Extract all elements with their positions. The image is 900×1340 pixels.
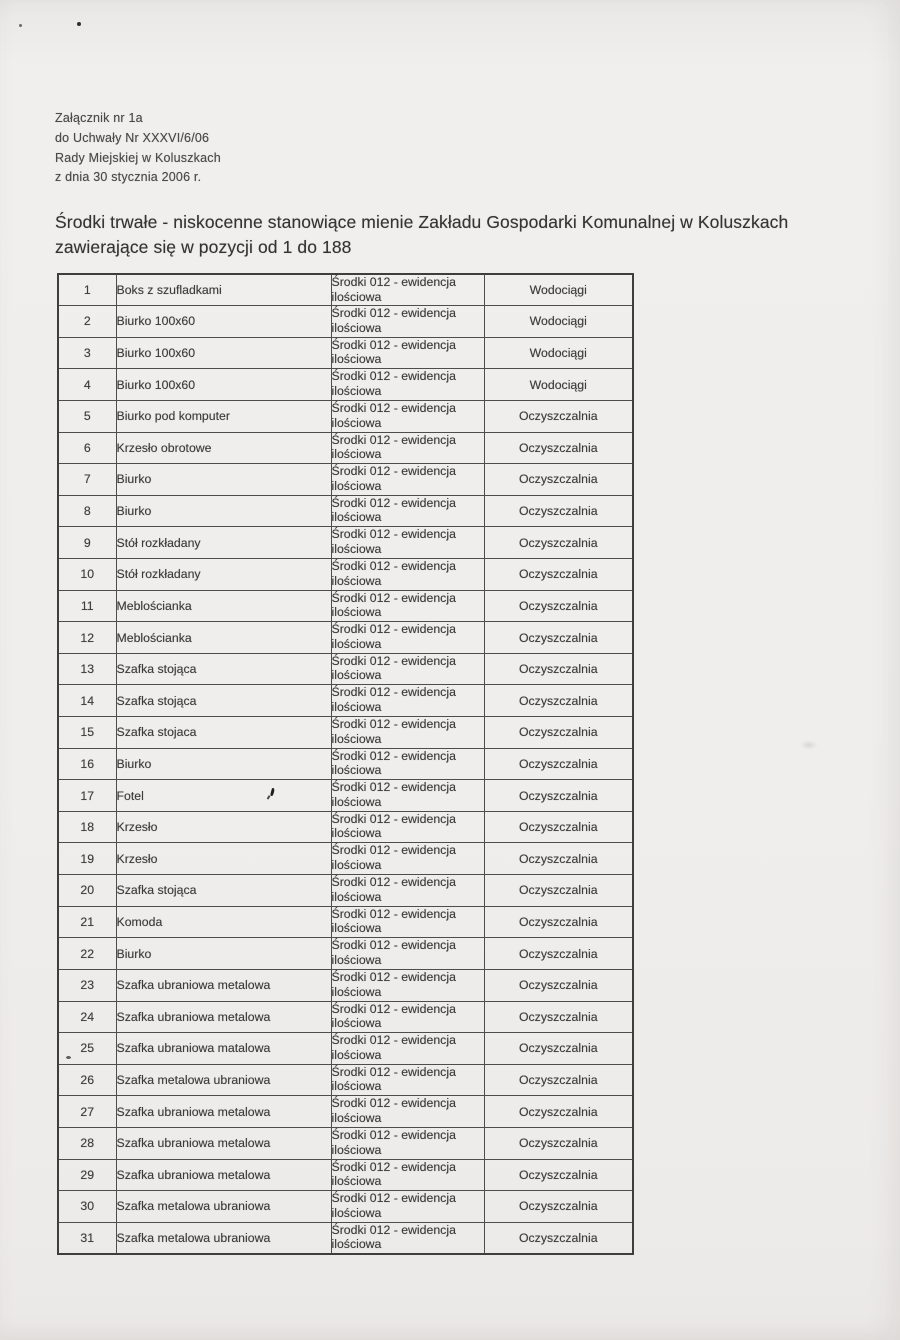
table-row	[58, 780, 633, 812]
row-number: 16	[58, 748, 116, 780]
item-name: Szafka metalowa ubraniowa	[116, 1222, 331, 1254]
location: Oczyszczalnia	[484, 969, 633, 1001]
ink-dot-artifact	[19, 24, 22, 27]
location: Oczyszczalnia	[484, 906, 633, 938]
item-name: Szafka ubraniowa metalowa	[116, 1127, 331, 1159]
table-row	[58, 337, 633, 369]
row-number: 20	[58, 875, 116, 907]
item-name: Szafka stojąca	[116, 653, 331, 685]
row-number: 22	[58, 938, 116, 970]
item-name: Szafka ubraniowa matalowa	[116, 1033, 331, 1065]
row-number: 9	[58, 527, 116, 559]
location: Oczyszczalnia	[484, 938, 633, 970]
item-name: Biurko 100x60	[116, 337, 331, 369]
document-date: z dnia 30 stycznia 2006 r.	[55, 170, 202, 185]
evidence-type: Środki 012 - ewidencja ilościowa	[331, 306, 484, 338]
item-name: Szafka ubraniowa metalowa	[116, 969, 331, 1001]
evidence-type: Środki 012 - ewidencja ilościowa	[331, 653, 484, 685]
table-row	[58, 306, 633, 338]
evidence-type: Środki 012 - ewidencja ilościowa	[331, 780, 484, 812]
location: Wodociągi	[484, 369, 633, 401]
row-number: 28	[58, 1127, 116, 1159]
location: Oczyszczalnia	[484, 1096, 633, 1128]
table-row	[58, 527, 633, 559]
table-row	[58, 274, 633, 306]
location: Oczyszczalnia	[484, 400, 633, 432]
location: Oczyszczalnia	[484, 1033, 633, 1065]
location: Oczyszczalnia	[484, 1222, 633, 1254]
document-header	[55, 109, 221, 188]
evidence-type: Środki 012 - ewidencja ilościowa	[331, 1127, 484, 1159]
row-number: 3	[58, 337, 116, 369]
item-name: Krzesło obrotowe	[116, 432, 331, 464]
assets-table-body	[58, 274, 633, 1254]
row-number: 14	[58, 685, 116, 717]
resolution-number: do Uchwały Nr XXXVI/6/06	[55, 130, 210, 145]
location: Oczyszczalnia	[484, 653, 633, 685]
location: Oczyszczalnia	[484, 748, 633, 780]
table-row	[58, 653, 633, 685]
location: Oczyszczalnia	[484, 590, 633, 622]
location: Oczyszczalnia	[484, 1191, 633, 1223]
item-name: Komoda	[116, 906, 331, 938]
evidence-type: Środki 012 - ewidencja ilościowa	[331, 1191, 484, 1223]
council-name: Rady Miejskiej w Koluszkach	[55, 150, 221, 165]
table-row	[58, 811, 633, 843]
location: Oczyszczalnia	[484, 495, 633, 527]
evidence-type: Środki 012 - ewidencja ilościowa	[331, 495, 484, 527]
location: Oczyszczalnia	[484, 780, 633, 812]
row-number: 29	[58, 1159, 116, 1191]
table-row	[58, 938, 633, 970]
row-number: 10	[58, 558, 116, 590]
row-number: 25	[58, 1033, 116, 1065]
row-number: 15	[58, 717, 116, 749]
evidence-type: Środki 012 - ewidencja ilościowa	[331, 1064, 484, 1096]
evidence-type: Środki 012 - ewidencja ilościowa	[331, 527, 484, 559]
row-number: 30	[58, 1191, 116, 1223]
row-number: 27	[58, 1096, 116, 1128]
evidence-type: Środki 012 - ewidencja ilościowa	[331, 369, 484, 401]
table-row	[58, 1127, 633, 1159]
evidence-type: Środki 012 - ewidencja ilościowa	[331, 274, 484, 306]
location: Oczyszczalnia	[484, 527, 633, 559]
location: Wodociągi	[484, 337, 633, 369]
item-name: Krzesło	[116, 811, 331, 843]
location: Oczyszczalnia	[484, 685, 633, 717]
row-number: 5	[58, 400, 116, 432]
item-name: Szafka metalowa ubraniowa	[116, 1064, 331, 1096]
evidence-type: Środki 012 - ewidencja ilościowa	[331, 1096, 484, 1128]
location: Oczyszczalnia	[484, 622, 633, 654]
row-number: 18	[58, 811, 116, 843]
evidence-type: Środki 012 - ewidencja ilościowa	[331, 432, 484, 464]
row-number: 8	[58, 495, 116, 527]
item-name: Biurko	[116, 495, 331, 527]
row-number: 1	[58, 274, 116, 306]
evidence-type: Środki 012 - ewidencja ilościowa	[331, 590, 484, 622]
table-row	[58, 1222, 633, 1254]
row-number: 7	[58, 464, 116, 496]
item-name: Biurko 100x60	[116, 369, 331, 401]
location: Oczyszczalnia	[484, 717, 633, 749]
table-row	[58, 1096, 633, 1128]
assets-table	[57, 273, 634, 1255]
row-number: 23	[58, 969, 116, 1001]
row-number: 6	[58, 432, 116, 464]
evidence-type: Środki 012 - ewidencja ilościowa	[331, 685, 484, 717]
row-number: 13	[58, 653, 116, 685]
item-name: Szafka stojąca	[116, 685, 331, 717]
table-row	[58, 1001, 633, 1033]
table-row	[58, 717, 633, 749]
row-number: 17	[58, 780, 116, 812]
location: Oczyszczalnia	[484, 843, 633, 875]
row-number: 11	[58, 590, 116, 622]
evidence-type: Środki 012 - ewidencja ilościowa	[331, 748, 484, 780]
scan-smudge-artifact	[800, 740, 818, 750]
table-row	[58, 369, 633, 401]
table-row	[58, 558, 633, 590]
evidence-type: Środki 012 - ewidencja ilościowa	[331, 622, 484, 654]
location: Oczyszczalnia	[484, 1127, 633, 1159]
table-row	[58, 685, 633, 717]
table-row	[58, 400, 633, 432]
table-row	[58, 748, 633, 780]
ink-dot-artifact	[77, 22, 81, 26]
location: Oczyszczalnia	[484, 811, 633, 843]
evidence-type: Środki 012 - ewidencja ilościowa	[331, 843, 484, 875]
table-row	[58, 1191, 633, 1223]
table-row	[58, 906, 633, 938]
table-row	[58, 464, 633, 496]
row-number: 26	[58, 1064, 116, 1096]
table-row	[58, 969, 633, 1001]
item-name: Biurko pod komputer	[116, 400, 331, 432]
evidence-type: Środki 012 - ewidencja ilościowa	[331, 1033, 484, 1065]
row-number: 31	[58, 1222, 116, 1254]
table-row	[58, 843, 633, 875]
table-row	[58, 1033, 633, 1065]
item-name: Stół rozkładany	[116, 558, 331, 590]
location: Wodociągi	[484, 306, 633, 338]
item-name: Szafka stojąca	[116, 875, 331, 907]
item-name: Krzesło	[116, 843, 331, 875]
item-name: Meblościanka	[116, 622, 331, 654]
row-number: 12	[58, 622, 116, 654]
item-name: Szafka ubraniowa metalowa	[116, 1159, 331, 1191]
item-name: Biurko	[116, 748, 331, 780]
item-name: Stół rozkładany	[116, 527, 331, 559]
item-name: Szafka ubraniowa metalowa	[116, 1001, 331, 1033]
location: Oczyszczalnia	[484, 875, 633, 907]
location: Oczyszczalnia	[484, 432, 633, 464]
row-number: 4	[58, 369, 116, 401]
attachment-label: Załącznik nr 1a	[55, 111, 143, 125]
item-name: Biurko 100x60	[116, 306, 331, 338]
item-name: Fotel	[116, 780, 331, 812]
evidence-type: Środki 012 - ewidencja ilościowa	[331, 464, 484, 496]
item-name: Biurko	[116, 464, 331, 496]
table-row	[58, 875, 633, 907]
evidence-type: Środki 012 - ewidencja ilościowa	[331, 875, 484, 907]
evidence-type: Środki 012 - ewidencja ilościowa	[331, 906, 484, 938]
table-row	[58, 622, 633, 654]
evidence-type: Środki 012 - ewidencja ilościowa	[331, 969, 484, 1001]
evidence-type: Środki 012 - ewidencja ilościowa	[331, 717, 484, 749]
location: Oczyszczalnia	[484, 1064, 633, 1096]
item-name: Biurko	[116, 938, 331, 970]
row-number: 21	[58, 906, 116, 938]
table-row	[58, 432, 633, 464]
evidence-type: Środki 012 - ewidencja ilościowa	[331, 558, 484, 590]
location: Oczyszczalnia	[484, 464, 633, 496]
item-name: Szafka ubraniowa metalowa	[116, 1096, 331, 1128]
location: Oczyszczalnia	[484, 1001, 633, 1033]
item-name: Szafka stojaca	[116, 717, 331, 749]
row-number: 24	[58, 1001, 116, 1033]
evidence-type: Środki 012 - ewidencja ilościowa	[331, 400, 484, 432]
evidence-type: Środki 012 - ewidencja ilościowa	[331, 1001, 484, 1033]
evidence-type: Środki 012 - ewidencja ilościowa	[331, 1159, 484, 1191]
row-number: 2	[58, 306, 116, 338]
evidence-type: Środki 012 - ewidencja ilościowa	[331, 1222, 484, 1254]
table-row	[58, 590, 633, 622]
item-name: Szafka metalowa ubraniowa	[116, 1191, 331, 1223]
table-row	[58, 495, 633, 527]
document-title: Środki trwałe - niskocenne stanowiące mienie Zakładu Gospodarki Komunalnej w Koluszkach zawierające się w pozycji od 1 do 188	[55, 212, 789, 257]
evidence-type: Środki 012 - ewidencja ilościowa	[331, 811, 484, 843]
evidence-type: Środki 012 - ewidencja ilościowa	[331, 938, 484, 970]
evidence-type: Środki 012 - ewidencja ilościowa	[331, 337, 484, 369]
location: Oczyszczalnia	[484, 1159, 633, 1191]
item-name: Meblościanka	[116, 590, 331, 622]
row-number: 19	[58, 843, 116, 875]
location: Wodociągi	[484, 274, 633, 306]
location: Oczyszczalnia	[484, 558, 633, 590]
item-name: Boks z szufladkami	[116, 274, 331, 306]
table-row	[58, 1159, 633, 1191]
table-row	[58, 1064, 633, 1096]
